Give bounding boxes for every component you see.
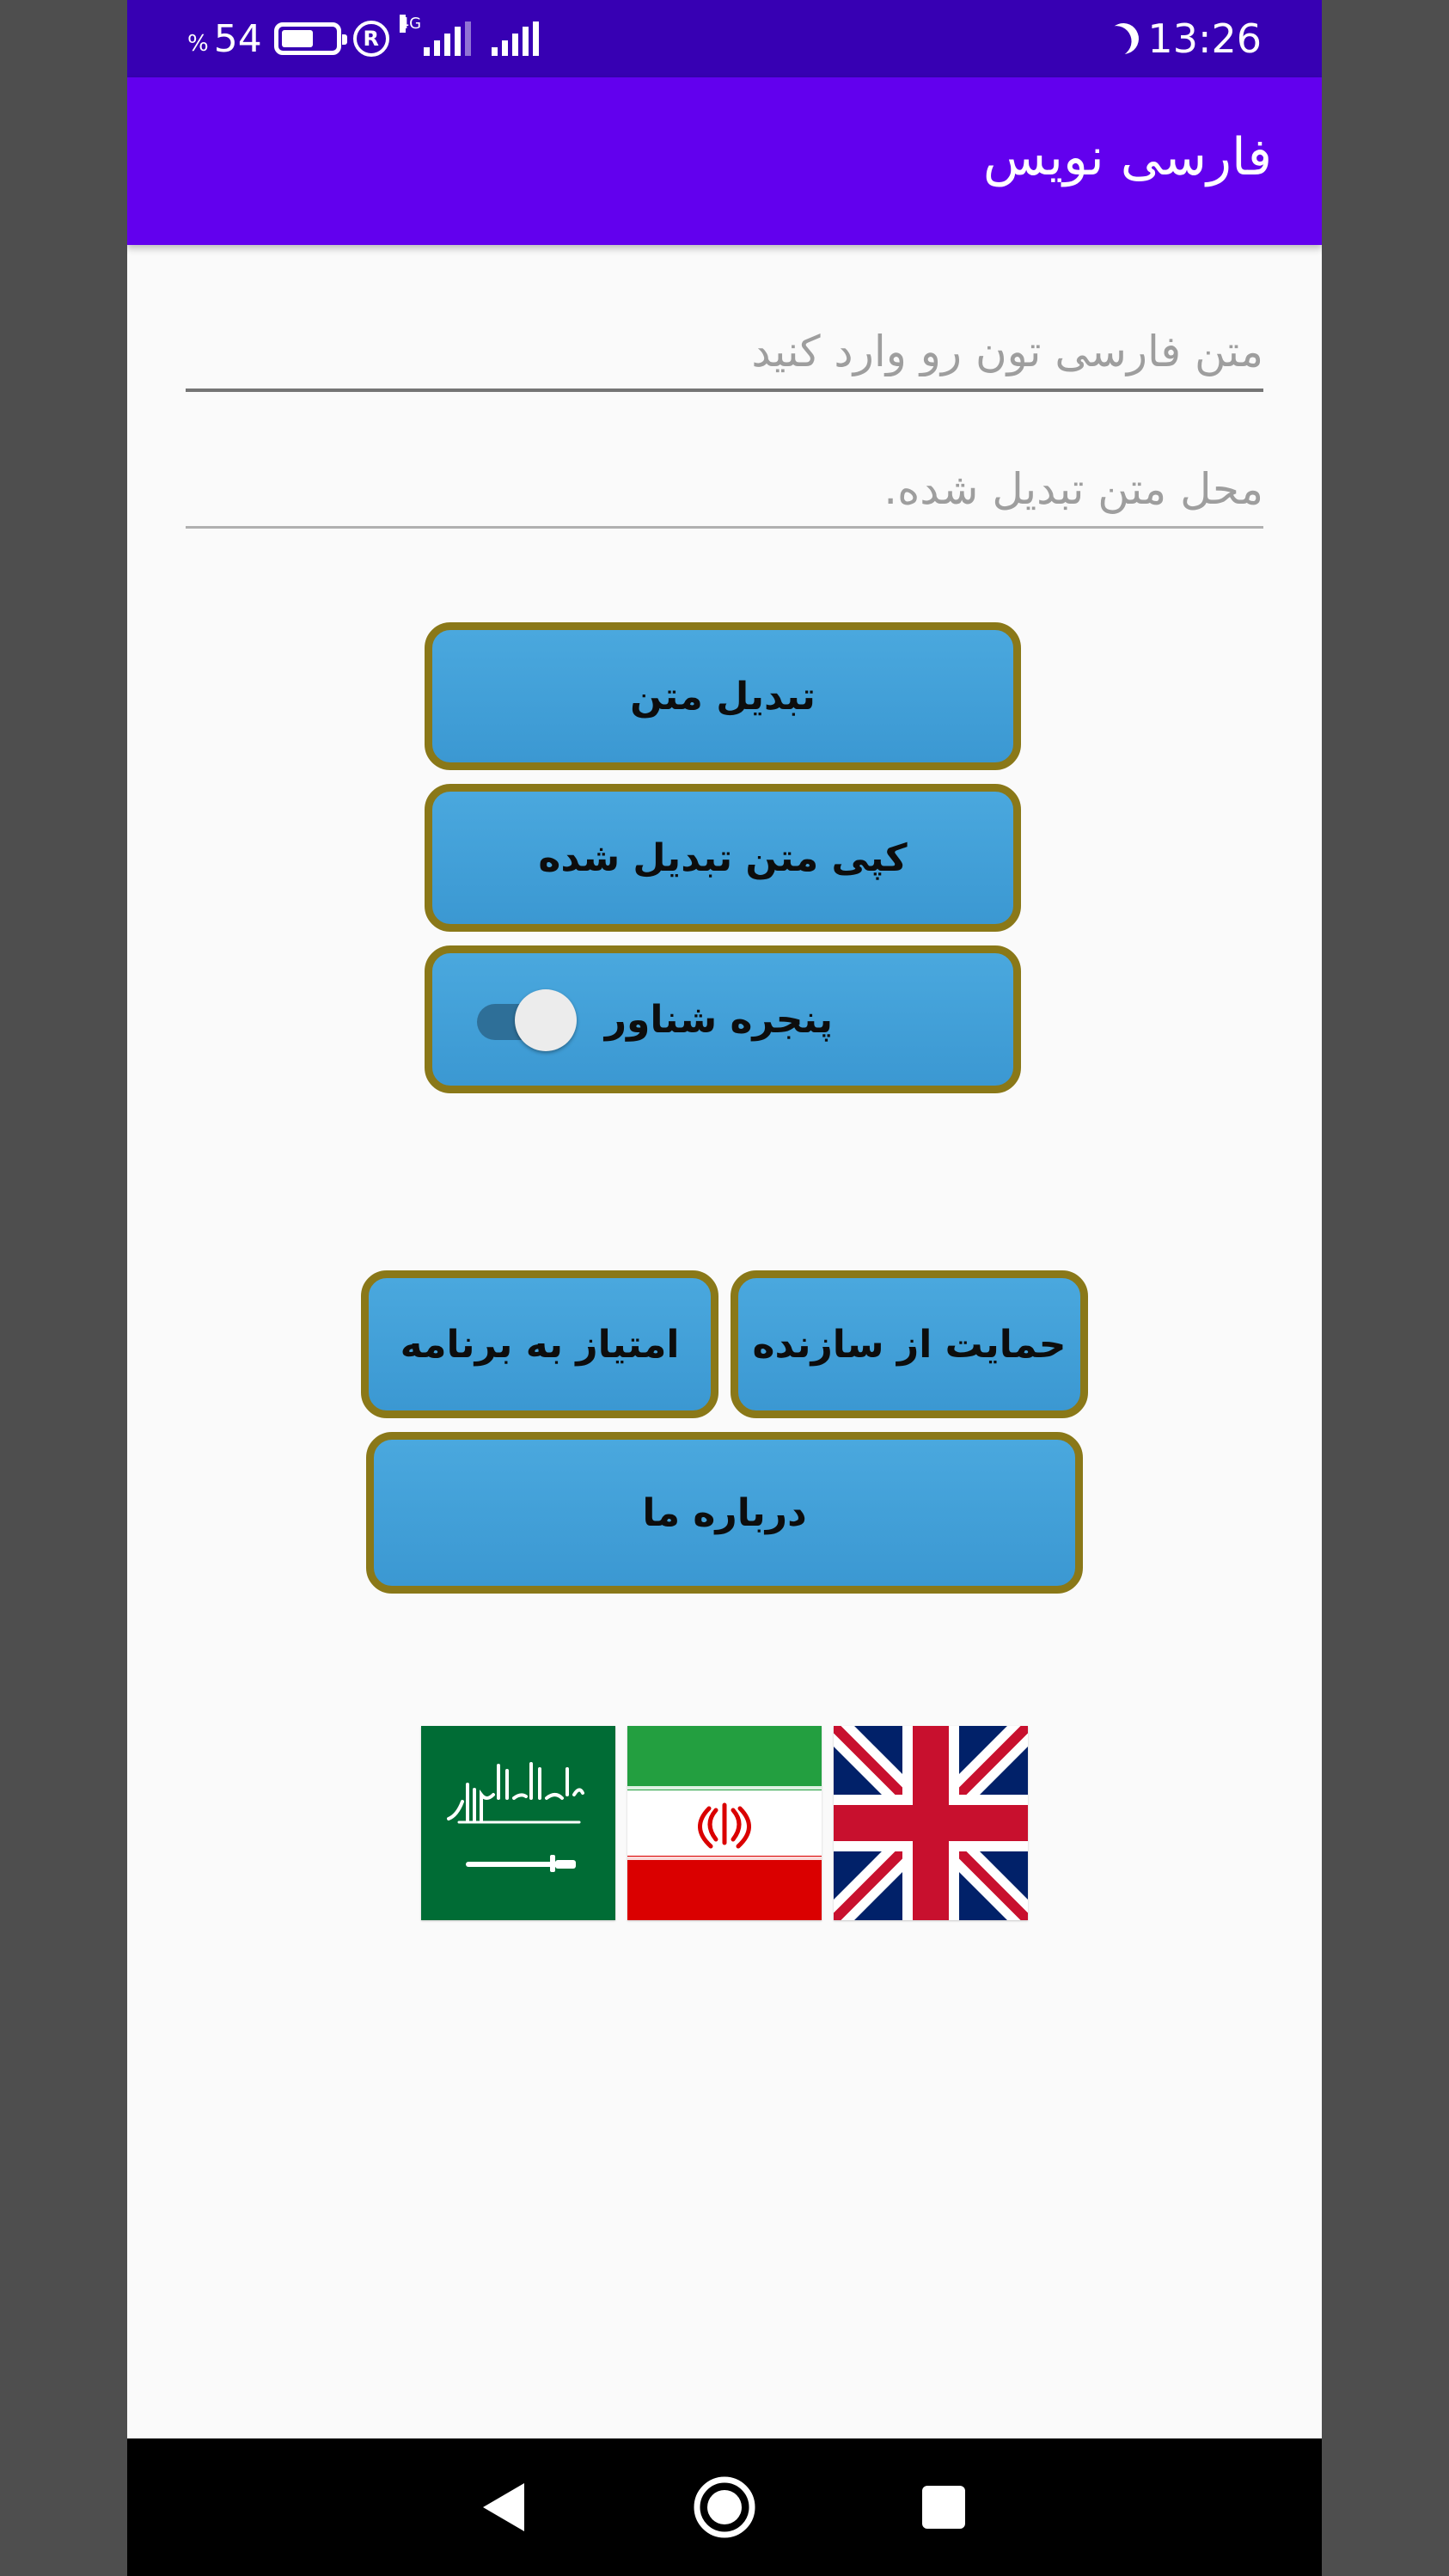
roaming-icon: R <box>353 21 389 57</box>
about-us-label: درباره ما <box>642 1490 807 1535</box>
about-us-button[interactable] <box>366 1432 1083 1594</box>
battery-percent: 54 <box>213 16 262 61</box>
saudi-arabia-flag-icon[interactable] <box>421 1726 615 1920</box>
app-title: فارسی نویس <box>982 127 1272 187</box>
status-right <box>1108 0 1262 77</box>
persian-text-input[interactable] <box>186 327 1263 392</box>
battery-icon <box>274 22 341 55</box>
convert-text-label: تبدیل متن <box>630 674 816 719</box>
support-developer-label: حمایت از سازنده <box>752 1322 1067 1367</box>
back-icon[interactable] <box>452 2438 555 2576</box>
rate-app-button[interactable] <box>361 1270 718 1418</box>
recent-apps-icon[interactable] <box>892 2438 995 2576</box>
toggle-thumb <box>515 989 577 1051</box>
convert-text-button[interactable] <box>425 622 1021 770</box>
floating-window-toggle[interactable] <box>477 988 578 1051</box>
rate-app-label: امتیاز به برنامه <box>400 1322 680 1367</box>
support-developer-button[interactable] <box>731 1270 1088 1418</box>
copy-converted-label: کپی متن تبدیل شده <box>538 835 908 880</box>
iran-flag-icon[interactable] <box>627 1726 822 1920</box>
floating-window-button[interactable] <box>425 945 1021 1093</box>
uk-flag-icon[interactable] <box>834 1726 1028 1920</box>
app-bar <box>127 77 1322 245</box>
floating-window-label: پنجره شناور <box>604 997 833 1042</box>
status-bar <box>127 0 1322 77</box>
home-icon[interactable] <box>673 2438 776 2576</box>
converted-text-output[interactable] <box>186 464 1263 529</box>
do-not-disturb-moon-icon <box>1104 19 1143 58</box>
clock: 13:26 <box>1147 15 1262 62</box>
signal-icon <box>492 21 539 56</box>
status-left <box>187 0 539 77</box>
network-type-label: 4G <box>399 15 422 33</box>
phone-screen <box>127 0 1322 2576</box>
signal-4g-icon <box>399 15 471 56</box>
copy-converted-button[interactable] <box>425 784 1021 932</box>
battery-percent-symbol: % <box>187 31 209 57</box>
navigation-bar <box>127 2438 1322 2576</box>
